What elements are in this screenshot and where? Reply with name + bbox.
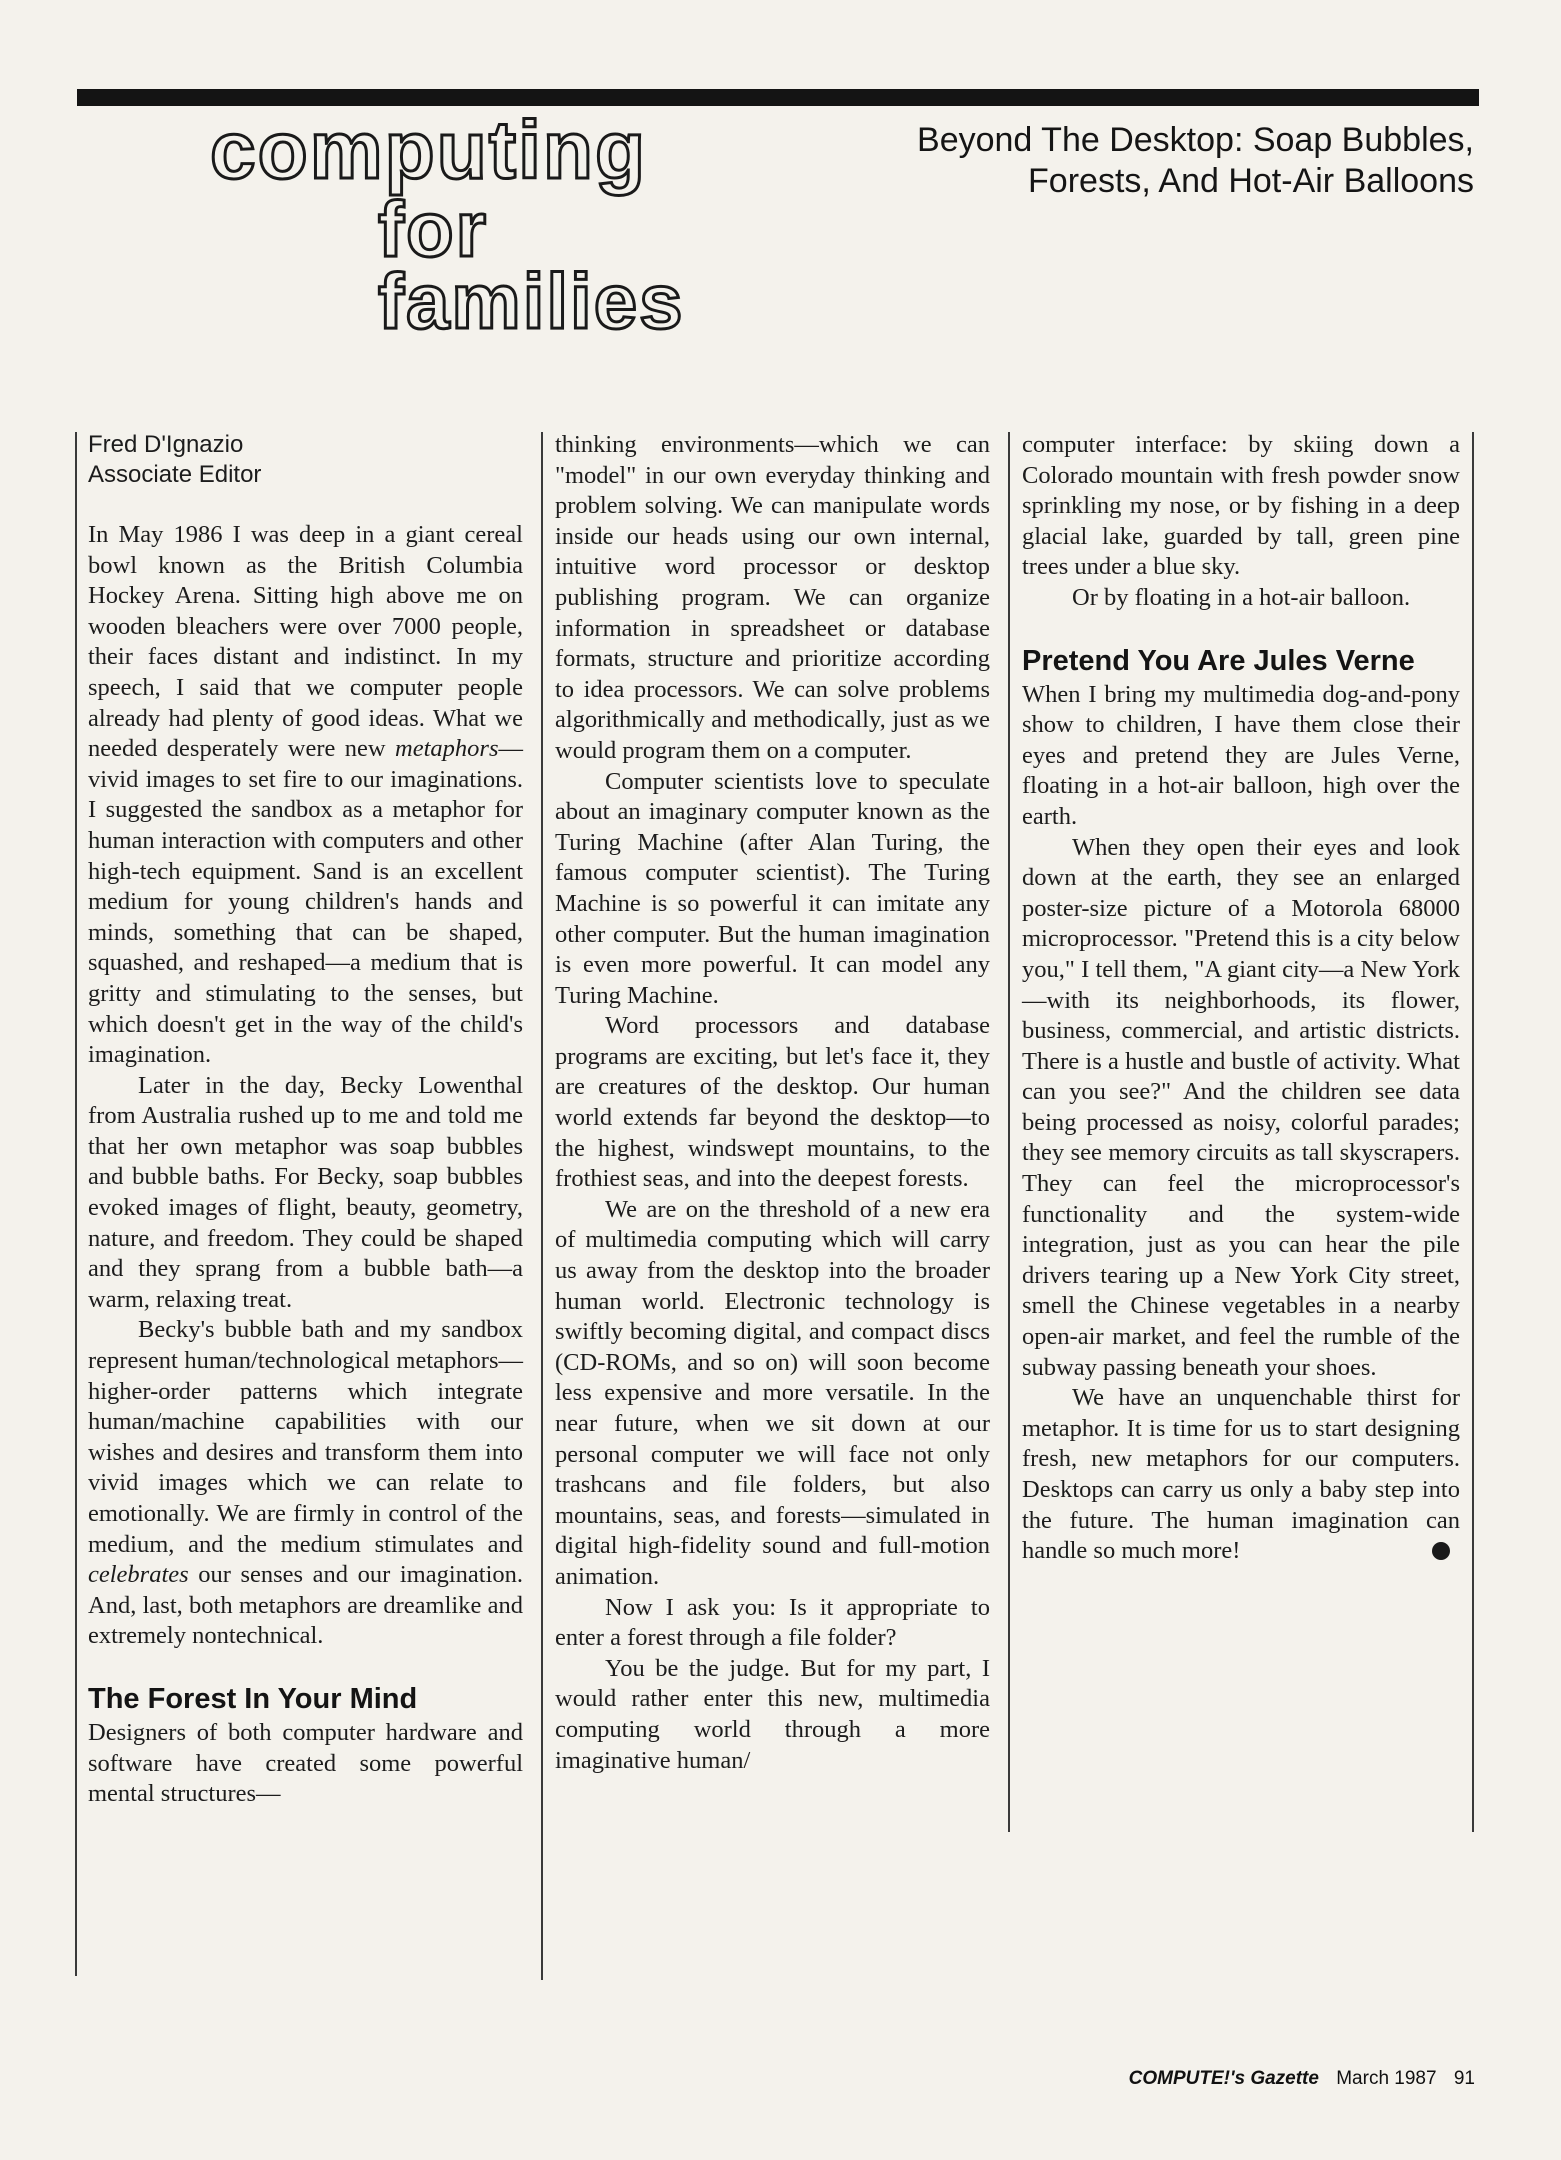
paragraph: We have an unquenchable thirst for metaphor. It is time for us to start designing fresh, new metaphors for our computers. Desktops can carry us only a baby step into the future. The human imagination can handle so much more! <box>1022 1384 1460 1565</box>
paragraph: In May 1986 I was deep in a giant cereal bowl known as the British Columbia Hockey Arena. Sitting high above me on wooden bleachers were over 7000 people, their faces distant and indistinct. In my speech, I said that we computer people already had plenty of good ideas. What we needed desperately were new metaphors—vivid images to set fire to our imaginations. I suggested the sandbox as a metaphor for human interaction with computers and other high-tech equipment. Sand is an excellent medium for young children's hands and minds, something that can be shaped, squashed, and reshaped—a medium that is gritty and stimulating to the senses, but which doesn't get in the way of the child's imagination. <box>88 521 523 1069</box>
logo-line-for: for <box>378 185 488 273</box>
column-logo <box>200 100 720 345</box>
column-rule <box>75 432 77 1976</box>
paragraph: When I bring my multimedia dog-and-pony show to children, I have them close their eyes and pretend they are Jules Verne, floating in a hot-air balloon, high over the earth. <box>1022 680 1460 830</box>
paragraph: Now I ask you: Is it appropriate to enter a forest through a file folder? <box>555 1593 990 1652</box>
byline <box>88 430 523 490</box>
column-rule <box>541 432 543 1980</box>
article-column-3 <box>1022 430 1460 2060</box>
paragraph: Or by floating in a hot-air balloon. <box>1072 583 1411 611</box>
headline-line-1: Beyond The Desktop: Soap Bubbles, <box>917 121 1474 159</box>
paragraph: Computer scientists love to speculate about an imaginary computer known as the Turing Machine (after Alan Turing, the famous computer scientist). The Turing Machine is so powerful it can imitate any other computer. But the human imagination is even more powerful. It can model any Turing Machine. <box>555 767 990 1009</box>
page-number: 91 <box>1453 2068 1475 2089</box>
article-headline <box>774 120 1474 202</box>
article-column-1 <box>88 430 523 2060</box>
paragraph: Word processors and database programs are exciting, but let's face it, they are creatures of the desktop. Our human world extends far beyond the desktop—to the highest, windswept mountains, to the frothiest seas, and into the deepest forests. <box>555 1012 990 1193</box>
end-of-article-icon <box>1432 1542 1450 1560</box>
page-footer <box>1129 2068 1475 2090</box>
issue-date: March 1987 <box>1336 2068 1437 2089</box>
paragraph: computer interface: by skiing down a Colorado mountain with fresh powder snow sprinkling my nose, or by fishing in a deep glacial lake, guarded by tall, green pine trees under a blue sky. <box>1022 431 1460 581</box>
column-rule <box>1472 432 1474 1832</box>
author-name: Fred D'Ignazio <box>88 431 244 458</box>
column-rule <box>1008 432 1010 1832</box>
article-column-2 <box>555 430 990 2060</box>
author-role: Associate Editor <box>88 461 262 488</box>
paragraph: thinking environments—which we can "model" in our own everyday thinking and problem solving. We can manipulate words inside our heads using our own internal, intuitive word processor or desktop publishing program. We can organize information in spreadsheet or database formats, structure and prioritize according to idea processors. We can solve problems algorithmically and methodically, just as we would program them on a computer. <box>555 431 990 764</box>
paragraph: Designers of both computer hardware and software have created some powerful mental structures— <box>88 1718 523 1808</box>
paragraph: We are on the threshold of a new era of multimedia computing which will carry us away from the desktop into the broader human world. Electronic technology is swiftly becoming digital, and compact discs (CD-ROMs, and so on) will soon become less expensive and more versatile. In the near future, when we sit down at our personal computer we will face not only trashcans and file folders, but also mountains, seas, and forests—simulated in digital high-fidelity sound and full-motion animation. <box>555 1195 990 1590</box>
logo-line-families: families <box>378 257 685 345</box>
logo-line-computing: computing <box>210 105 648 196</box>
paragraph: When they open their eyes and look down at the earth, they see an enlarged poster-size picture of a Motorola 68000 microprocessor. "Pretend this is a city below you," I tell them, "A giant city—a New York—with its neighborhoods, its flower, business, commercial, and artistic districts. There is a hustle and bustle of activity. What can you see?" And the children see data being processed as noisy, colorful parades; they see memory circuits as tall skyscrapers. They can feel the microprocessor's functionality and the system-wide integration, just as you can hear the pile drivers tearing up a New York City street, smell the Chinese vegetables in a nearby open-air market, and feel the rumble of the subway passing beneath your shoes. <box>1022 833 1460 1381</box>
publication-name: COMPUTE!'s Gazette <box>1128 2068 1319 2089</box>
paragraph: You be the judge. But for my part, I would rather enter this new, multimedia computing world through a more imaginative human/ <box>555 1654 990 1774</box>
section-heading: Pretend You Are Jules Verne <box>1022 644 1415 677</box>
section-heading: The Forest In Your Mind <box>88 1682 418 1715</box>
paragraph: Becky's bubble bath and my sandbox represent human/technological metaphors—higher-order patterns which integrate human/machine capabilities with our wishes and desires and transform them into vivid images which we can relate to emotionally. We are firmly in control of the medium, and the medium stimulates and celebrates our senses and our imagination. And, last, both metaphors are dreamlike and extremely nontechnical. <box>88 1316 523 1650</box>
paragraph: Later in the day, Becky Lowenthal from Australia rushed up to me and told me that her own metaphor was soap bubbles and bubble baths. For Becky, soap bubbles evoked images of flight, beauty, geometry, nature, and freedom. They could be shaped and they sprang from a bubble bath—a warm, relaxing treat. <box>88 1071 523 1313</box>
headline-line-2: Forests, And Hot-Air Balloons <box>1028 162 1474 200</box>
